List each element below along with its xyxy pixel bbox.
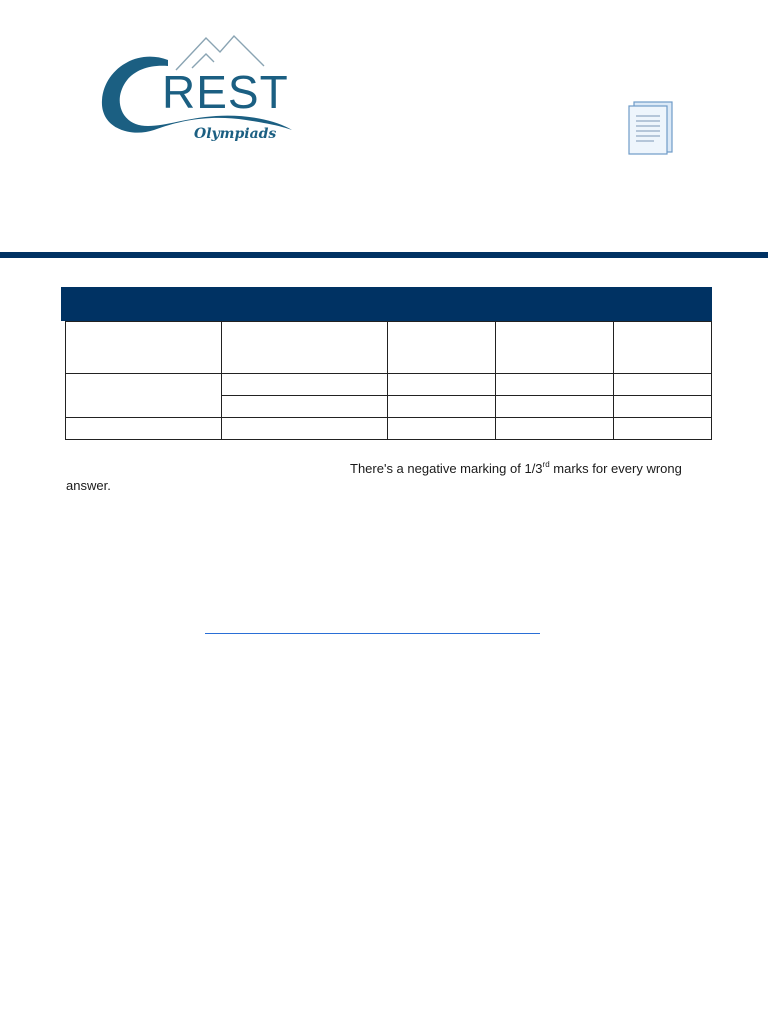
table-row <box>66 374 712 396</box>
note-superscript: rd <box>542 460 550 469</box>
table-cell <box>388 374 496 396</box>
table-cell <box>496 418 614 440</box>
table-cell <box>614 396 712 418</box>
mountains-icon <box>176 36 264 70</box>
logo-tagline: Olympiads <box>194 126 277 142</box>
table-cell <box>66 322 222 374</box>
table-cell <box>222 322 388 374</box>
exam-table <box>65 321 712 440</box>
table-cell <box>496 396 614 418</box>
table-cell <box>66 374 222 418</box>
note-line-1 <box>66 460 698 477</box>
table-row <box>66 418 712 440</box>
table-cell <box>614 374 712 396</box>
header-divider <box>0 252 768 258</box>
table-cell <box>496 374 614 396</box>
table-header-bar <box>61 287 712 321</box>
document-icon <box>626 100 676 156</box>
hyperlink-underline[interactable] <box>205 633 540 634</box>
table-row <box>66 322 712 374</box>
table-cell <box>388 396 496 418</box>
table-cell <box>222 418 388 440</box>
crest-olympiads-logo <box>96 30 296 145</box>
table-cell <box>388 322 496 374</box>
table-cell <box>388 418 496 440</box>
negative-marking-note <box>66 460 698 494</box>
note-text-before: There's a negative marking of 1/3 <box>350 461 543 476</box>
table-cell <box>222 396 388 418</box>
table-cell <box>614 418 712 440</box>
table-cell <box>496 322 614 374</box>
table-cell <box>222 374 388 396</box>
note-text-after: marks for every wrong <box>549 461 682 476</box>
note-line-2: answer. <box>66 478 111 493</box>
logo-text: REST <box>162 66 289 118</box>
table-cell <box>66 418 222 440</box>
table-cell <box>614 322 712 374</box>
